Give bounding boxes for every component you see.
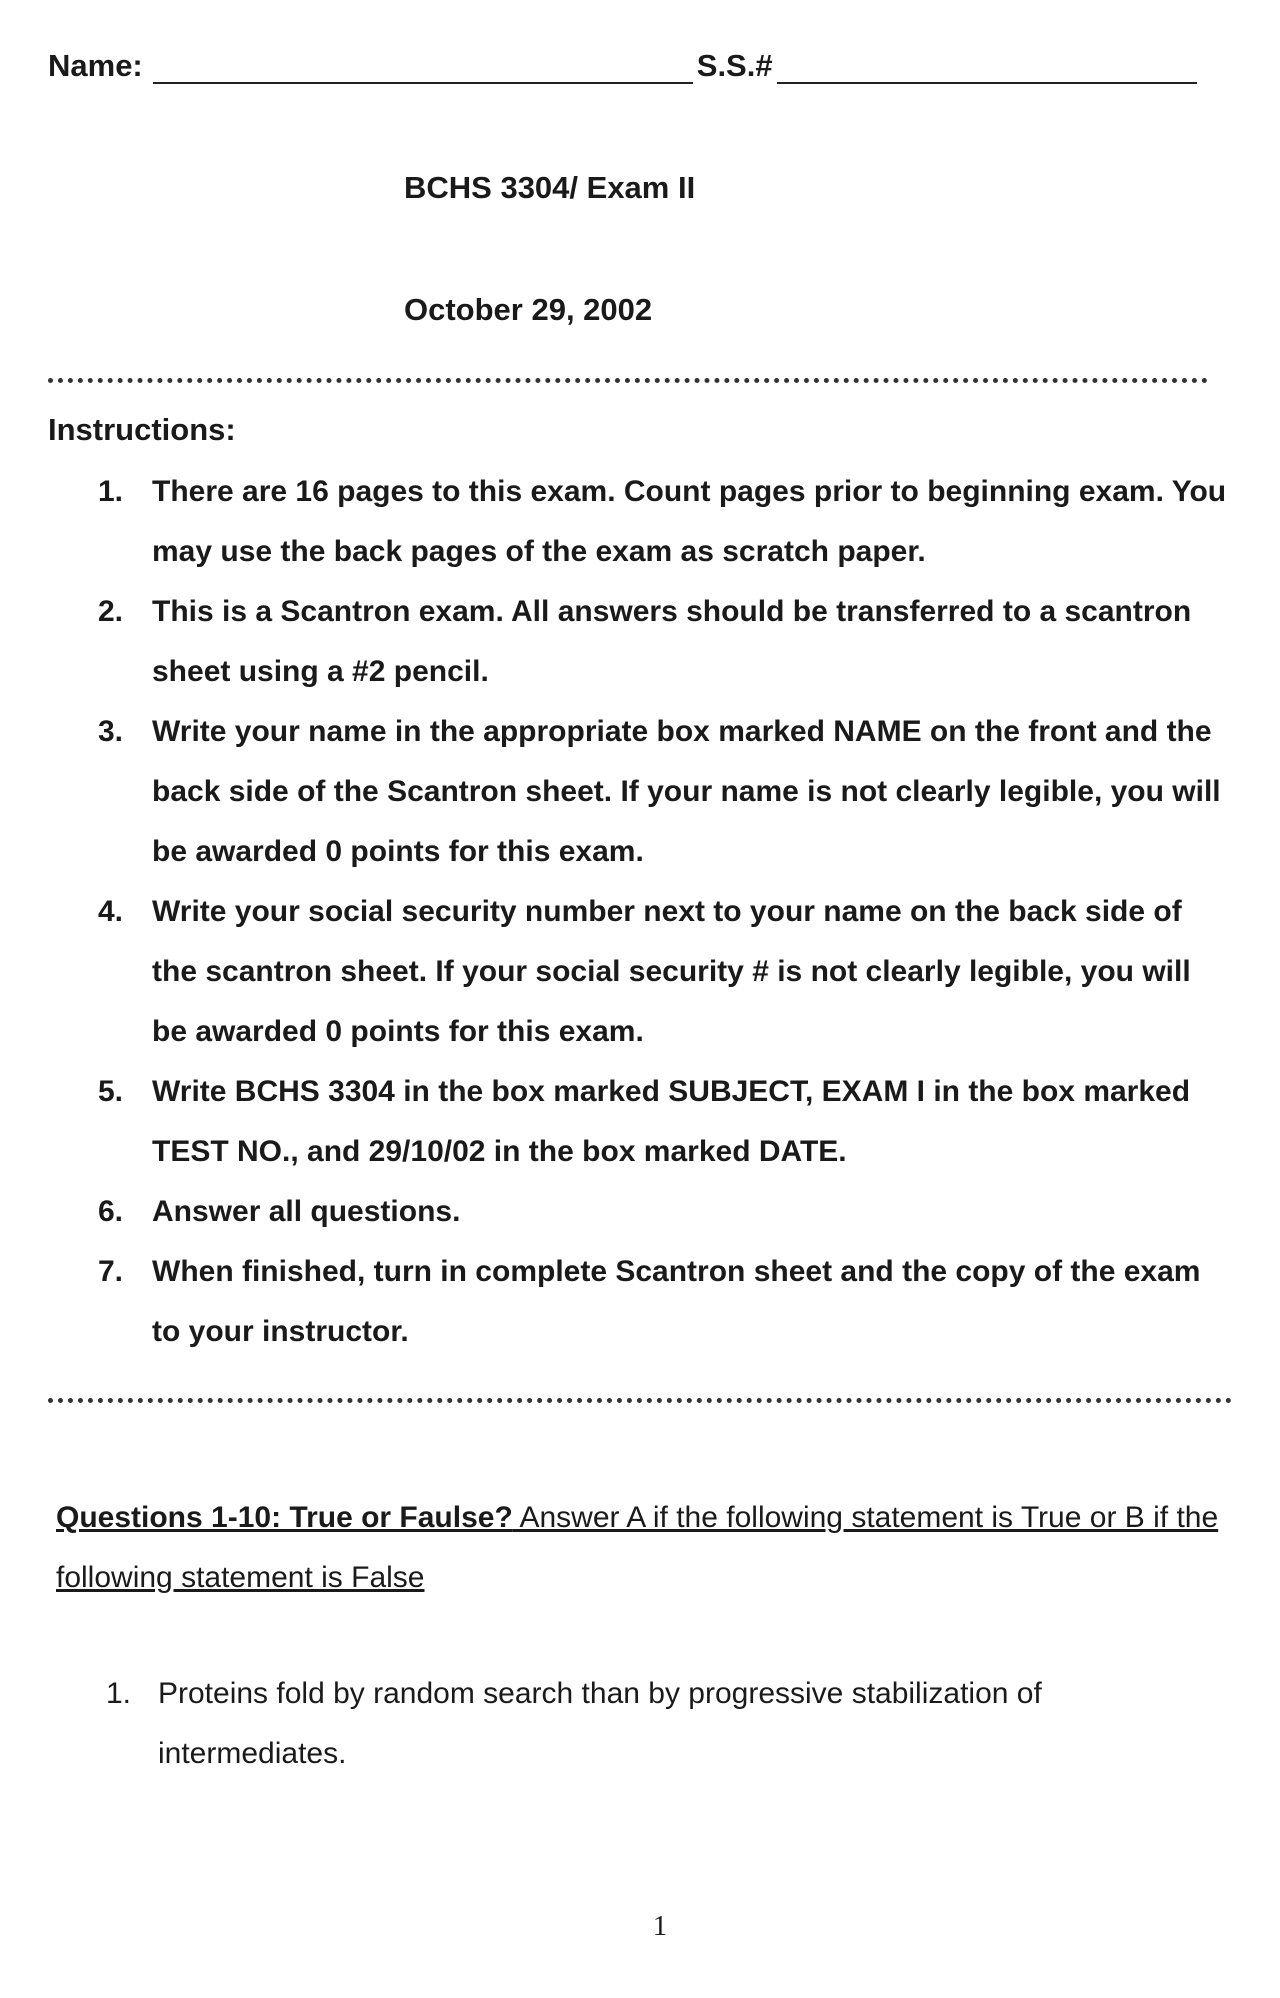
- course-title: BCHS 3304/ Exam II: [404, 170, 696, 205]
- instruction-number: 5.: [98, 1075, 124, 1108]
- section-heading-title: Questions 1-10: True or Faulse?: [56, 1501, 513, 1534]
- dotted-divider-top: [48, 378, 1208, 383]
- name-label: Name:: [48, 48, 143, 83]
- instruction-text: There are 16 pages to this exam. Count pages prior to beginning exam. You may use the back pages of the exam as scratch paper.: [152, 475, 1227, 568]
- header-row: [48, 48, 1208, 84]
- instruction-item: [98, 1182, 1228, 1242]
- instructions-list: [98, 462, 1228, 1362]
- ss-label: S.S.#: [696, 48, 773, 83]
- instruction-number: 3.: [98, 715, 124, 748]
- name-blank-line: [153, 56, 693, 84]
- section-heading: [56, 1488, 1256, 1608]
- instruction-item: [98, 1242, 1228, 1362]
- question-item: [106, 1664, 1186, 1784]
- ss-blank-line: [777, 56, 1197, 84]
- page-number: 1: [652, 1910, 668, 1942]
- section-heading-instructions: Answer A if the following statement is True or B if the following statement is False: [56, 1501, 1219, 1594]
- instructions-heading: Instructions:: [48, 412, 236, 447]
- instruction-item: [98, 1062, 1228, 1182]
- instruction-number: 2.: [98, 595, 124, 628]
- instruction-item: [98, 582, 1228, 702]
- instruction-text: This is a Scantron exam. All answers should be transferred to a scantron sheet using a #2 pencil.: [152, 595, 1192, 688]
- instruction-text: When finished, turn in complete Scantron sheet and the copy of the exam to your instructor.: [152, 1255, 1201, 1348]
- instruction-text: Answer all questions.: [152, 1195, 461, 1228]
- instruction-item: [98, 882, 1228, 1062]
- instruction-number: 4.: [98, 895, 124, 928]
- question-text: Proteins fold by random search than by progressive stabilization of intermediates.: [158, 1677, 1042, 1770]
- dotted-divider-bottom: [48, 1398, 1232, 1403]
- instruction-item: [98, 702, 1228, 882]
- instruction-item: [98, 462, 1228, 582]
- instruction-text: Write your social security number next to your name on the back side of the scantron sheet. If your social security # is not clearly legible, you will be awarded 0 points for this exam.: [152, 895, 1191, 1048]
- instruction-text: Write BCHS 3304 in the box marked SUBJECT, EXAM I in the box marked TEST NO., and 29/10/02 in the box marked DATE.: [152, 1075, 1191, 1168]
- instruction-number: 1.: [98, 475, 124, 508]
- instruction-text: Write your name in the appropriate box marked NAME on the front and the back side of the Scantron sheet. If your name is not clearly legible, you will be awarded 0 points for this exam.: [152, 715, 1221, 868]
- instruction-number: 7.: [98, 1255, 124, 1288]
- instruction-number: 6.: [98, 1195, 124, 1228]
- question-number: 1.: [106, 1677, 132, 1710]
- exam-date: October 29, 2002: [404, 292, 653, 327]
